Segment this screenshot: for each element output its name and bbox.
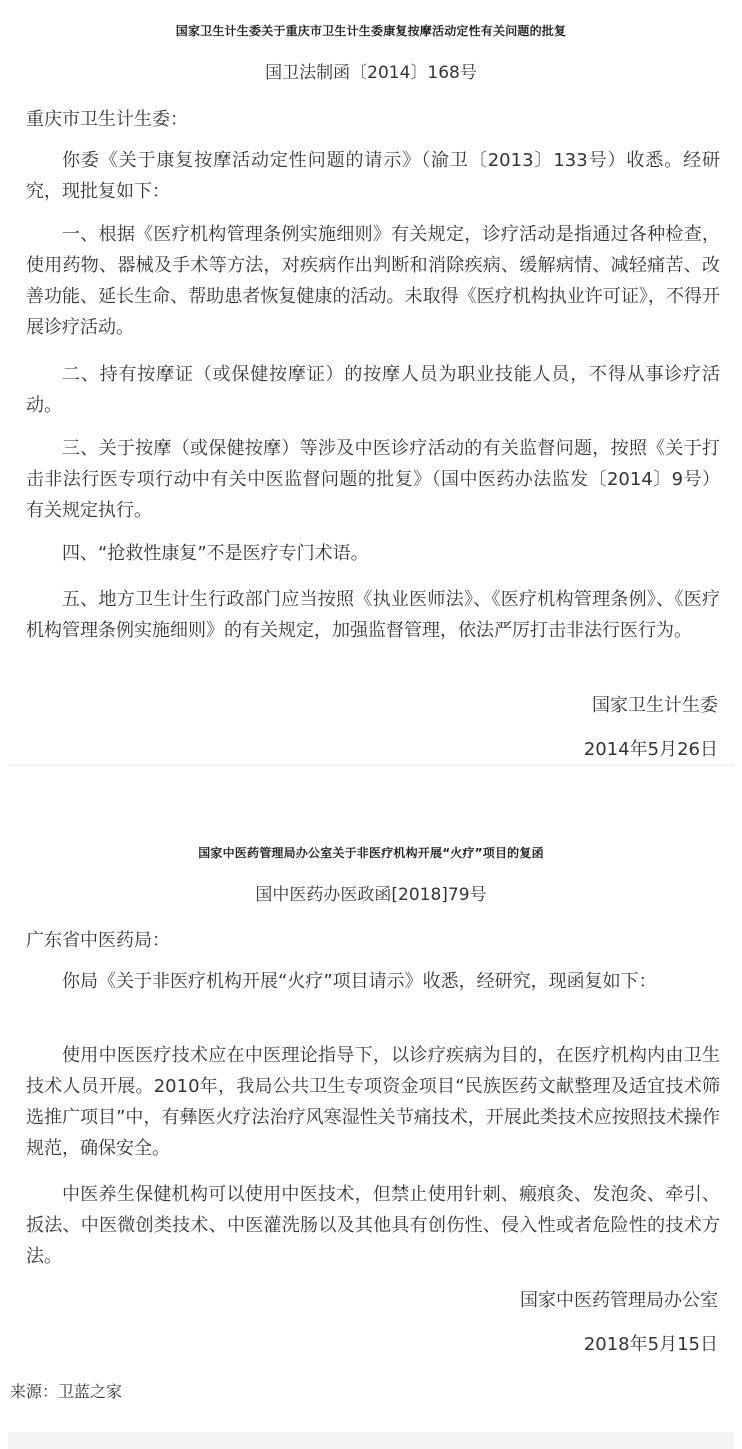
doc1-paragraph-3: 三、关于按摩（或保健按摩）等涉及中医诊疗活动的有关监督问题，按照《关于打击非法行医专项行动中有关中医监督问题的批复》（国中医药办法监发〔2014〕9号）有关规定执行。 xyxy=(26,438,720,521)
doc2-doc-number: 国中医药办医政函[2018]79号 xyxy=(255,885,487,905)
doc1-paragraph-intro: 你委《关于康复按摩活动定性问题的请示》（渝卫〔2013〕133号）收悉。经研究，现批复如下： xyxy=(26,150,720,202)
doc2-paragraph-intro: 你局《关于非医疗机构开展“火疗”项目请示》收悉，经研究，现函复如下： xyxy=(62,971,657,992)
doc1-paragraph-1: 一、根据《医疗机构管理条例实施细则》有关规定，诊疗活动是指通过各种检查，使用药物、器械及手术等方法，对疾病作出判断和消除疾病、缓解病情、减轻痛苦、改善功能、延长生命、帮助患者恢复健康的活动。未取得《医疗机构执业许可证》，不得开展诊疗活动。 xyxy=(26,224,720,338)
doc1-addressee: 重庆市卫生计生委： xyxy=(26,109,188,130)
section-divider xyxy=(8,764,734,766)
doc1-paragraph-4: 四、“抢救性康复”不是医疗专门术语。 xyxy=(62,543,369,564)
doc2-paragraph-2: 中医养生保健机构可以使用中医技术，但禁止使用针刺、瘢痕灸、发泡灸、牵引、扳法、中医微创类技术、中医灌洗肠以及其他具有创伤性、侵入性或者危险性的技术方法。 xyxy=(26,1184,720,1267)
doc2-paragraph-1: 使用中医医疗技术应在中医理论指导下，以诊疗疾病为目的，在医疗机构内由卫生技术人员开展。2010年，我局公共卫生专项资金项目“民族医药文献整理及适宜技术筛选推广项目”中，有彝医火疗法治疗风寒湿性关节痛技术，开展此类技术应按照技术操作规范，确保安全。 xyxy=(26,1045,720,1159)
doc1-signature: 国家卫生计生委 xyxy=(592,695,718,716)
doc1-title: 国家卫生计生委关于重庆市卫生计生委康复按摩活动定性有关问题的批复 xyxy=(175,24,567,38)
doc2-signature: 国家中医药管理局办公室 xyxy=(520,1290,718,1311)
doc1-paragraph-5: 五、地方卫生计生行政部门应当按照《执业医师法》、《医疗机构管理条例》、《医疗机构管理条例实施细则》的有关规定，加强监督管理，依法严厉打击非法行医行为。 xyxy=(26,589,720,641)
footer-band xyxy=(8,1432,734,1449)
doc2-date: 2018年5月15日 xyxy=(583,1334,718,1355)
doc2-addressee: 广东省中医药局： xyxy=(26,930,170,951)
doc1-paragraph-2: 二、持有按摩证（或保健按摩证）的按摩人员为职业技能人员，不得从事诊疗活动。 xyxy=(26,364,720,416)
doc1-date: 2014年5月26日 xyxy=(583,739,718,760)
doc1-doc-number: 国卫法制函〔2014〕168号 xyxy=(265,63,477,83)
doc2-title: 国家中医药管理局办公室关于非医疗机构开展“火疗”项目的复函 xyxy=(198,846,544,860)
source-attribution: 来源：卫蓝之家 xyxy=(10,1382,123,1401)
